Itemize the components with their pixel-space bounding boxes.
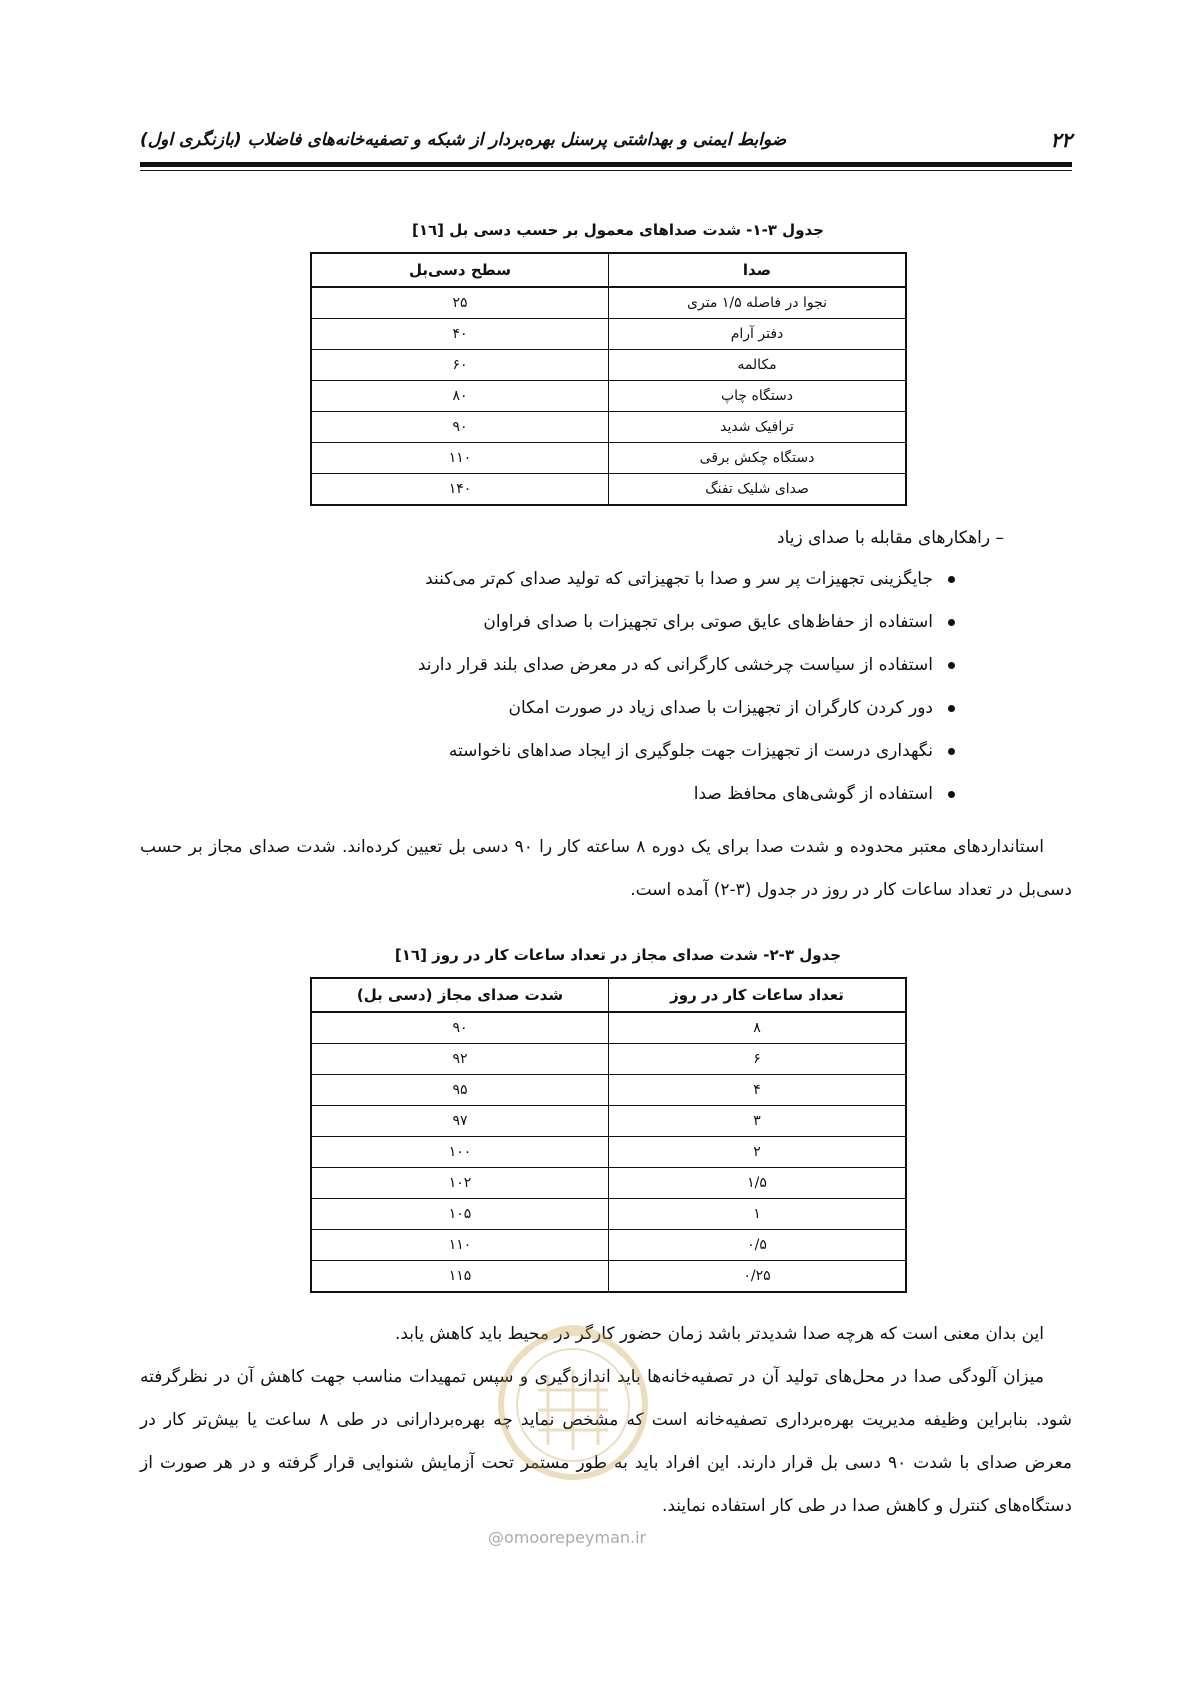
paragraph-meaning: این بدان معنی است که هرچه صدا شدیدتر باشد زمان حضور کارگر در محیط باید کاهش یابد. — [394, 1324, 1044, 1344]
emblem-watermark-icon — [488, 1295, 658, 1495]
table-cell: ۸۰ — [311, 381, 609, 412]
table2 — [310, 977, 907, 1293]
table-row — [311, 474, 906, 506]
table-cell: ۱۰۵ — [311, 1199, 609, 1230]
table-cell: ۲۵ — [311, 287, 609, 319]
table-row — [311, 1261, 906, 1293]
table-cell: ۹۵ — [311, 1075, 609, 1106]
table-cell: ۱ — [609, 1199, 907, 1230]
table-cell: ۹۷ — [311, 1106, 609, 1137]
table2-header-allowed-db: شدت صدای مجاز (دسی بل) — [311, 978, 609, 1012]
table2-caption: جدول ۳-۲- شدت صدای مجاز در تعداد ساعات کار در روز [۱٦] — [394, 946, 842, 964]
table-row — [311, 381, 906, 412]
table1-header-row — [311, 253, 906, 287]
table2-header-hours: تعداد ساعات کار در روز — [609, 978, 907, 1012]
table-cell: ۱۰۲ — [311, 1168, 609, 1199]
list-item: دور کردن کارگران از تجهیزات با صدای زیاد در صورت امکان — [140, 695, 955, 738]
table-row — [311, 1044, 906, 1075]
table-row — [311, 1230, 906, 1261]
table1-caption: جدول ۳-۱- شدت صداهای معمول بر حسب دسی بل [۱٦] — [412, 221, 824, 239]
header-rule-thin — [140, 170, 1072, 171]
table-cell: ۱۱۰ — [311, 1230, 609, 1261]
table-cell: ۳ — [609, 1106, 907, 1137]
table-cell: نجوا در فاصله ۱/۵ متری — [609, 287, 907, 319]
page-number: ۲۲ — [1050, 128, 1072, 152]
table-cell: صدای شلیک تفنگ — [609, 474, 907, 506]
watermark-url: @omoorepeyman.ir — [488, 1528, 647, 1547]
table-cell: دفتر آرام — [609, 319, 907, 350]
table-cell: ۰/۵ — [609, 1230, 907, 1261]
list-item: نگهداری درست از تجهیزات جهت جلوگیری از ایجاد صداهای ناخواسته — [140, 738, 955, 781]
list-item: استفاده از حفاظ‌های عایق صوتی برای تجهیزات با صدای فراوان — [140, 609, 955, 652]
table-cell: ۱۴۰ — [311, 474, 609, 506]
table-cell: ۲ — [609, 1137, 907, 1168]
table-cell: ۶۰ — [311, 350, 609, 381]
table-cell: ۹۲ — [311, 1044, 609, 1075]
list-item: استفاده از گوشی‌های محافظ صدا — [140, 781, 955, 824]
table-row — [311, 443, 906, 474]
running-title: ضوابط ایمنی و بهداشتی پرسنل بهره‌بردار از شبکه و تصفیه‌خانه‌های فاضلاب (بازنگری اول) — [140, 130, 787, 150]
table-cell: ۹۰ — [311, 412, 609, 443]
table-cell: دستگاه چکش برقی — [609, 443, 907, 474]
table-row — [311, 1168, 906, 1199]
table-row — [311, 287, 906, 319]
table1-header-decibel: سطح دسی‌بل — [311, 253, 609, 287]
table1-header-sound: صدا — [609, 253, 907, 287]
table-row — [311, 1012, 906, 1044]
paragraph-noise-pollution: میزان آلودگی صدا در محل‌های تولید آن در تصفیه‌خانه‌ها باید اندازه‌گیری و سپس تمهیدات مناسب جهت کاهش آن در نظرگرفته شود. بنابراین وظیفه مدیریت بهره‌برداری تصفیه‌خانه است که مشخص نماید چه بهره‌بردارانی در طی ۸ ساعت یا بیش‌تر کار در معرض صدای با شدت ۹۰ دسی بل قرار دارند. این افراد باید به طور مستمر تحت آزمایش شنوایی قرار گرفته و در هر صورت از دستگاه‌های کنترل و کاهش صدا در طی کار استفاده نمایند. — [140, 1367, 1072, 1516]
table-row — [311, 319, 906, 350]
table-cell: ۱۰۰ — [311, 1137, 609, 1168]
table-cell: ۰/۲۵ — [609, 1261, 907, 1293]
table-row — [311, 412, 906, 443]
table-cell: ۱۱۰ — [311, 443, 609, 474]
table-cell: ترافیک شدید — [609, 412, 907, 443]
table-row — [311, 1137, 906, 1168]
table-row — [311, 1199, 906, 1230]
table-cell: ۱/۵ — [609, 1168, 907, 1199]
table-cell: ۴۰ — [311, 319, 609, 350]
list-item: جایگزینی تجهیزات پر سر و صدا با تجهیزاتی که تولید صدای کم‌تر می‌کنند — [140, 566, 955, 609]
strategies-title: – راهکارهای مقابله با صدای زیاد — [777, 528, 1004, 548]
page-header — [140, 128, 1072, 156]
strategies-list — [140, 566, 955, 824]
table2-header-row — [311, 978, 906, 1012]
header-rule-thick — [140, 162, 1072, 167]
table-row — [311, 350, 906, 381]
table-row — [311, 1075, 906, 1106]
table-cell: مکالمه — [609, 350, 907, 381]
table-cell: ۱۱۵ — [311, 1261, 609, 1293]
table-cell: دستگاه چاپ — [609, 381, 907, 412]
table-cell: ۸ — [609, 1012, 907, 1044]
paragraph-standards: استانداردهای معتبر محدوده و شدت صدا برای یک دوره ۸ ساعته کار را ۹۰ دسی بل تعیین کرده‌اند. شدت صدای مجاز بر حسب دسی‌بل در تعداد ساعات کار در روز در جدول (۳-۲) آمده است. — [140, 837, 1072, 900]
table-cell: ۶ — [609, 1044, 907, 1075]
table-row — [311, 1106, 906, 1137]
list-item: استفاده از سیاست چرخشی کارگرانی که در معرض صدای بلند قرار دارند — [140, 652, 955, 695]
table1 — [310, 252, 907, 506]
table-cell: ۹۰ — [311, 1012, 609, 1044]
table-cell: ۴ — [609, 1075, 907, 1106]
